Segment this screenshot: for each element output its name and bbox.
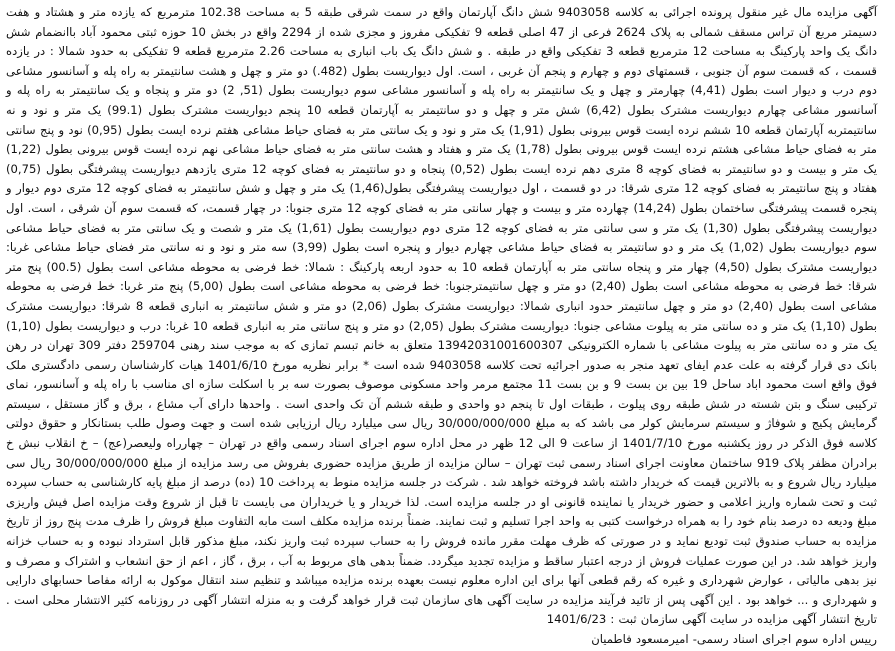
notice-body: آگهی مزایده مال غیر منقول پرونده اجرائی به کلاسه 9403058 شش دانگ آپارتمان واقع در سمت شرقی طبقه 5 به مساحت 102.38 مترمربع که یازده متر و هشتاد و هفت دسیمتر مربع آن تراس مسقف شمالی به پلاک 2624 فرعی از 47 اصلی قطعه 9 تفکیکی مفروز و مجزی شده از 2294 واقع در بخش 10 حوزه ثبتی محمود آباد باانضمام شش دانگ یک واحد پارکینگ به مساحت 12 مترمربع قطعه 3 تفکیکی واقع در طبقه . و شش دانگ یک باب انباری به مساحت 2.26 مترمربع قطعه 9 تفکیکی به حدود شمالا : در یازده قسمت ، که قسمت سوم آن جنوبی ، قسمتهای دوم و چهارم و پنجم آن غربی ، است. اول دیواریست بطول (482.) دو متر و چهل و هشت سانتیمتر به راه پله و آسانسور مشاعی دوم درب و دیوار است بطول (4,41) چهارمتر و چهل و یک سانتیمتر به راه پله و آسانسور مشاعی سوم دیواریست بطول (51, 2) دو متر و پنجاه و یک سانتیمتر به راه پله و آسانسور مشاعی چهارم دیواریست مشترک بطول (6,42) شش متر و چهل و دو سانتیمتر به آپارتمان قطعه 10 پنجم دیواریست مشترک بطول (99.1) یک متر و نود و نه سانتیمتربه آپارتمان قطعه 10 ششم نرده ایست قوس بیرونی بطول (1,91) یک متر و نود و یک سانتی متر به فضای حیاط مشاعی هفتم نرده ایست بطول (0,95) نود و پنج سانتی متر به فضای حیاط مشاعی هشتم نرده ایست قوس بیرونی بطول (1,78) یک متر و هفتاد و هشت سانتی متر به فضای حیاط مشاعی نهم نرده ایست قوس بیرونی بطول (1,22) یک متر و بیست و دو سانتیمتر به فضای کوچه 8 متری دهم نرده ایست بطول (0,52) پنجاه و دو سانتیمتر به فضای کوچه 12 متری یازدهم دیواریست پیشرفتگی بطول (0,75) هفتاد و پنج سانتیمتر به فضای کوچه 12 متری شرقا: در دو قسمت ، اول دیواریست پیشرفتگی بطول(1,46) یک متر و چهل و شش سانتیمتر به فضای کوچه 12 متری دوم دیوار و پنجره قسمت پیشرفتگی ساختمان بطول (14,24) چهارده متر و بیست و چهار سانتی متر به فضای کوچه 12 متری جنوبا: در چهار قسمت، که قسمت سوم آن شرقی ، است. اول دیواریست پیشرفتگی بطول (1,30) یک متر و سی سانتی متر به فضای کوچه 12 متری دوم دیواریست بطول (1,61) یک متر و شصت و یک سانتی متر به فضای حیاط مشاعی سوم دیواریست بطول (1,02) یک متر و دو سانتیمتر به فضای حیاط مشاعی چهارم دیوار و پنجره است بطول (3,99) سه متر و نود و نه سانتی متر فضای حیاط مشاعی غربا: دیواریست مشترک بطول (4,50) چهار متر و پنجاه سانتی متر به آپارتمان قطعه 10 به حدود اربعه پارکینگ : شمالا: خط فرضی به محوطه مشاعی است بطول (00.5) پنج متر شرقا: خط فرضی به محوطه مشاعی است بطول (2,40) دو متر و چهل سانتیمترجنوبا: خط فرضی به محوطه مشاعی است بطول (5,00) پنج متر غربا: خط فرضی به محوطه مشاعی است بطول (2,40) دو متر و چهل سانتیمتر حدود انباری شمالا: دیواریست مشترک بطول (2,06) دو متر و شش سانتیمتر به انباری قطعه 8 شرقا: دیواریست مشترک بطول (1,10) یک متر و ده سانتی متر به پیلوت مشاعی جنوبا: دیواریست مشترک بطول (2,05) دو متر و پنج سانتی متر به انباری قطعه 10 غربا: درب و دیواریست بطول (1,10) یک متر و ده سانتی متر به پیلوت مشاعی با شماره الکترونیکی 13942031001600307 متعلق به خانم تبسم تمازی که به موجب سند رهنی 259704 دفتر 309 تهران در رهن بانک دی قرار گرفته به علت عدم ایفای تعهد منجر به صدور اجرائیه تحت کلاسه 9403058 شده است * برابر نظریه مورخ 1401/6/10 هیات کارشناسان رسمی دادگستری ملک فوق واقع است محمود اباد ساحل 19 بین بن بست 9 و بن بست 11 مجتمع مرمر واحد مسکونی موصوف بصورت سه بر با اسکلت سازه ای مناسب با راه پله و آسانسور، نمای ترکیبی سنگ و بتن شسته در شش طبقه روی پیلوت ، طبقات اول تا پنجم دو واحدی و طبقه ششم آن تک واحدی است . واحدها دارای آب مشاع ، برق و گاز مستقل ، سیستم گرمایش پکیج و شوفاژ و سیستم سرمایش کولر می باشد که به مبلغ 30/000/000/000 ریال سی میلیارد ریال ارزیابی شده است و جهت وصول طلب بستانکار و حقوق دولتی کلاسه فوق الذکر در روز یکشنبه مورخ 1401/7/10 از ساعت 9 الی 12 ظهر در محل اداره سوم اجرای اسناد رسمی واقع در تهران – چهارراه ولیعصر(عج) – خ انقلاب نبش خ برادران مظفر پلاک 919 ساختمان معاونت اجرای اسناد رسمی ثبت تهران – سالن مزایده از طریق مزایده حضوری بفروش می رسد مزایده از مبلغ 30/000/000/000 ریال سی میلیارد ریال شروع و به بالاترین قیمت که خریدار داشته باشد فروخته خواهد شد . شرکت در جلسه مزایده منوط به پرداخت 10 (ده) درصد از مبلغ پایه کارشناسی به حساب سپرده ثبت و تحت شماره واریز اعلامی و حضور خریدار یا نماینده قانونی او در جلسه مزایده است. لذا خریدار و یا خریداران می بایست تا قبل از شروع وقت مزایده اصل فیش واریزی مبلغ ودیعه ده درصد بنام خود را به همراه درخواست کتبی به واحد اجرا تسلیم و ثبت نمایند. ضمناً برنده مزایده مکلف است مابه التفاوت مبلغ فروش را ظرف مدت پنج روز از تاریخ مزایده به حساب صندوق ثبت تودیع نماید و در صورتی که ظرف مهلت مقرر مانده فروش را به حساب سپرده ثبت واریز نکند، مبلغ مذکور قابل استرداد نبوده و به حساب خزانه واریز خواهد شد. در این صورت عملیات فروش از درجه اعتبار ساقط و مزایده تجدید میگردد. ضمناً بدهی های مربوط به آب ، برق ، گاز ، اعم از حق انشعاب و اشتراک و مصرف و نیز بدهی مالیاتی ، عوارض شهرداری و غیره که رقم قطعی آنها برای این اداره معلوم نیست بعهده برنده مزایده میباشد و تنظیم سند انتقال موکول به ارائه مفاصا حسابهای دارایی و شهرداری و ... خواهد بود . این آگهی پس از تائید فرآیند مزایده در سایت آگهی های سازمان ثبت قرار خواهد گرفت و به منزله انتشار آگهی در روزنامه کثیر الانتشار محلی است . تاریخ انتشار آگهی مزایده در سایت آگهی سازمان ثبت : 1401/6/23 bbox=[6, 5, 878, 627]
notice-signature: رییس اداره سوم اجرای اسناد رسمی- امیرمسعود فاطمیان bbox=[591, 632, 877, 646]
